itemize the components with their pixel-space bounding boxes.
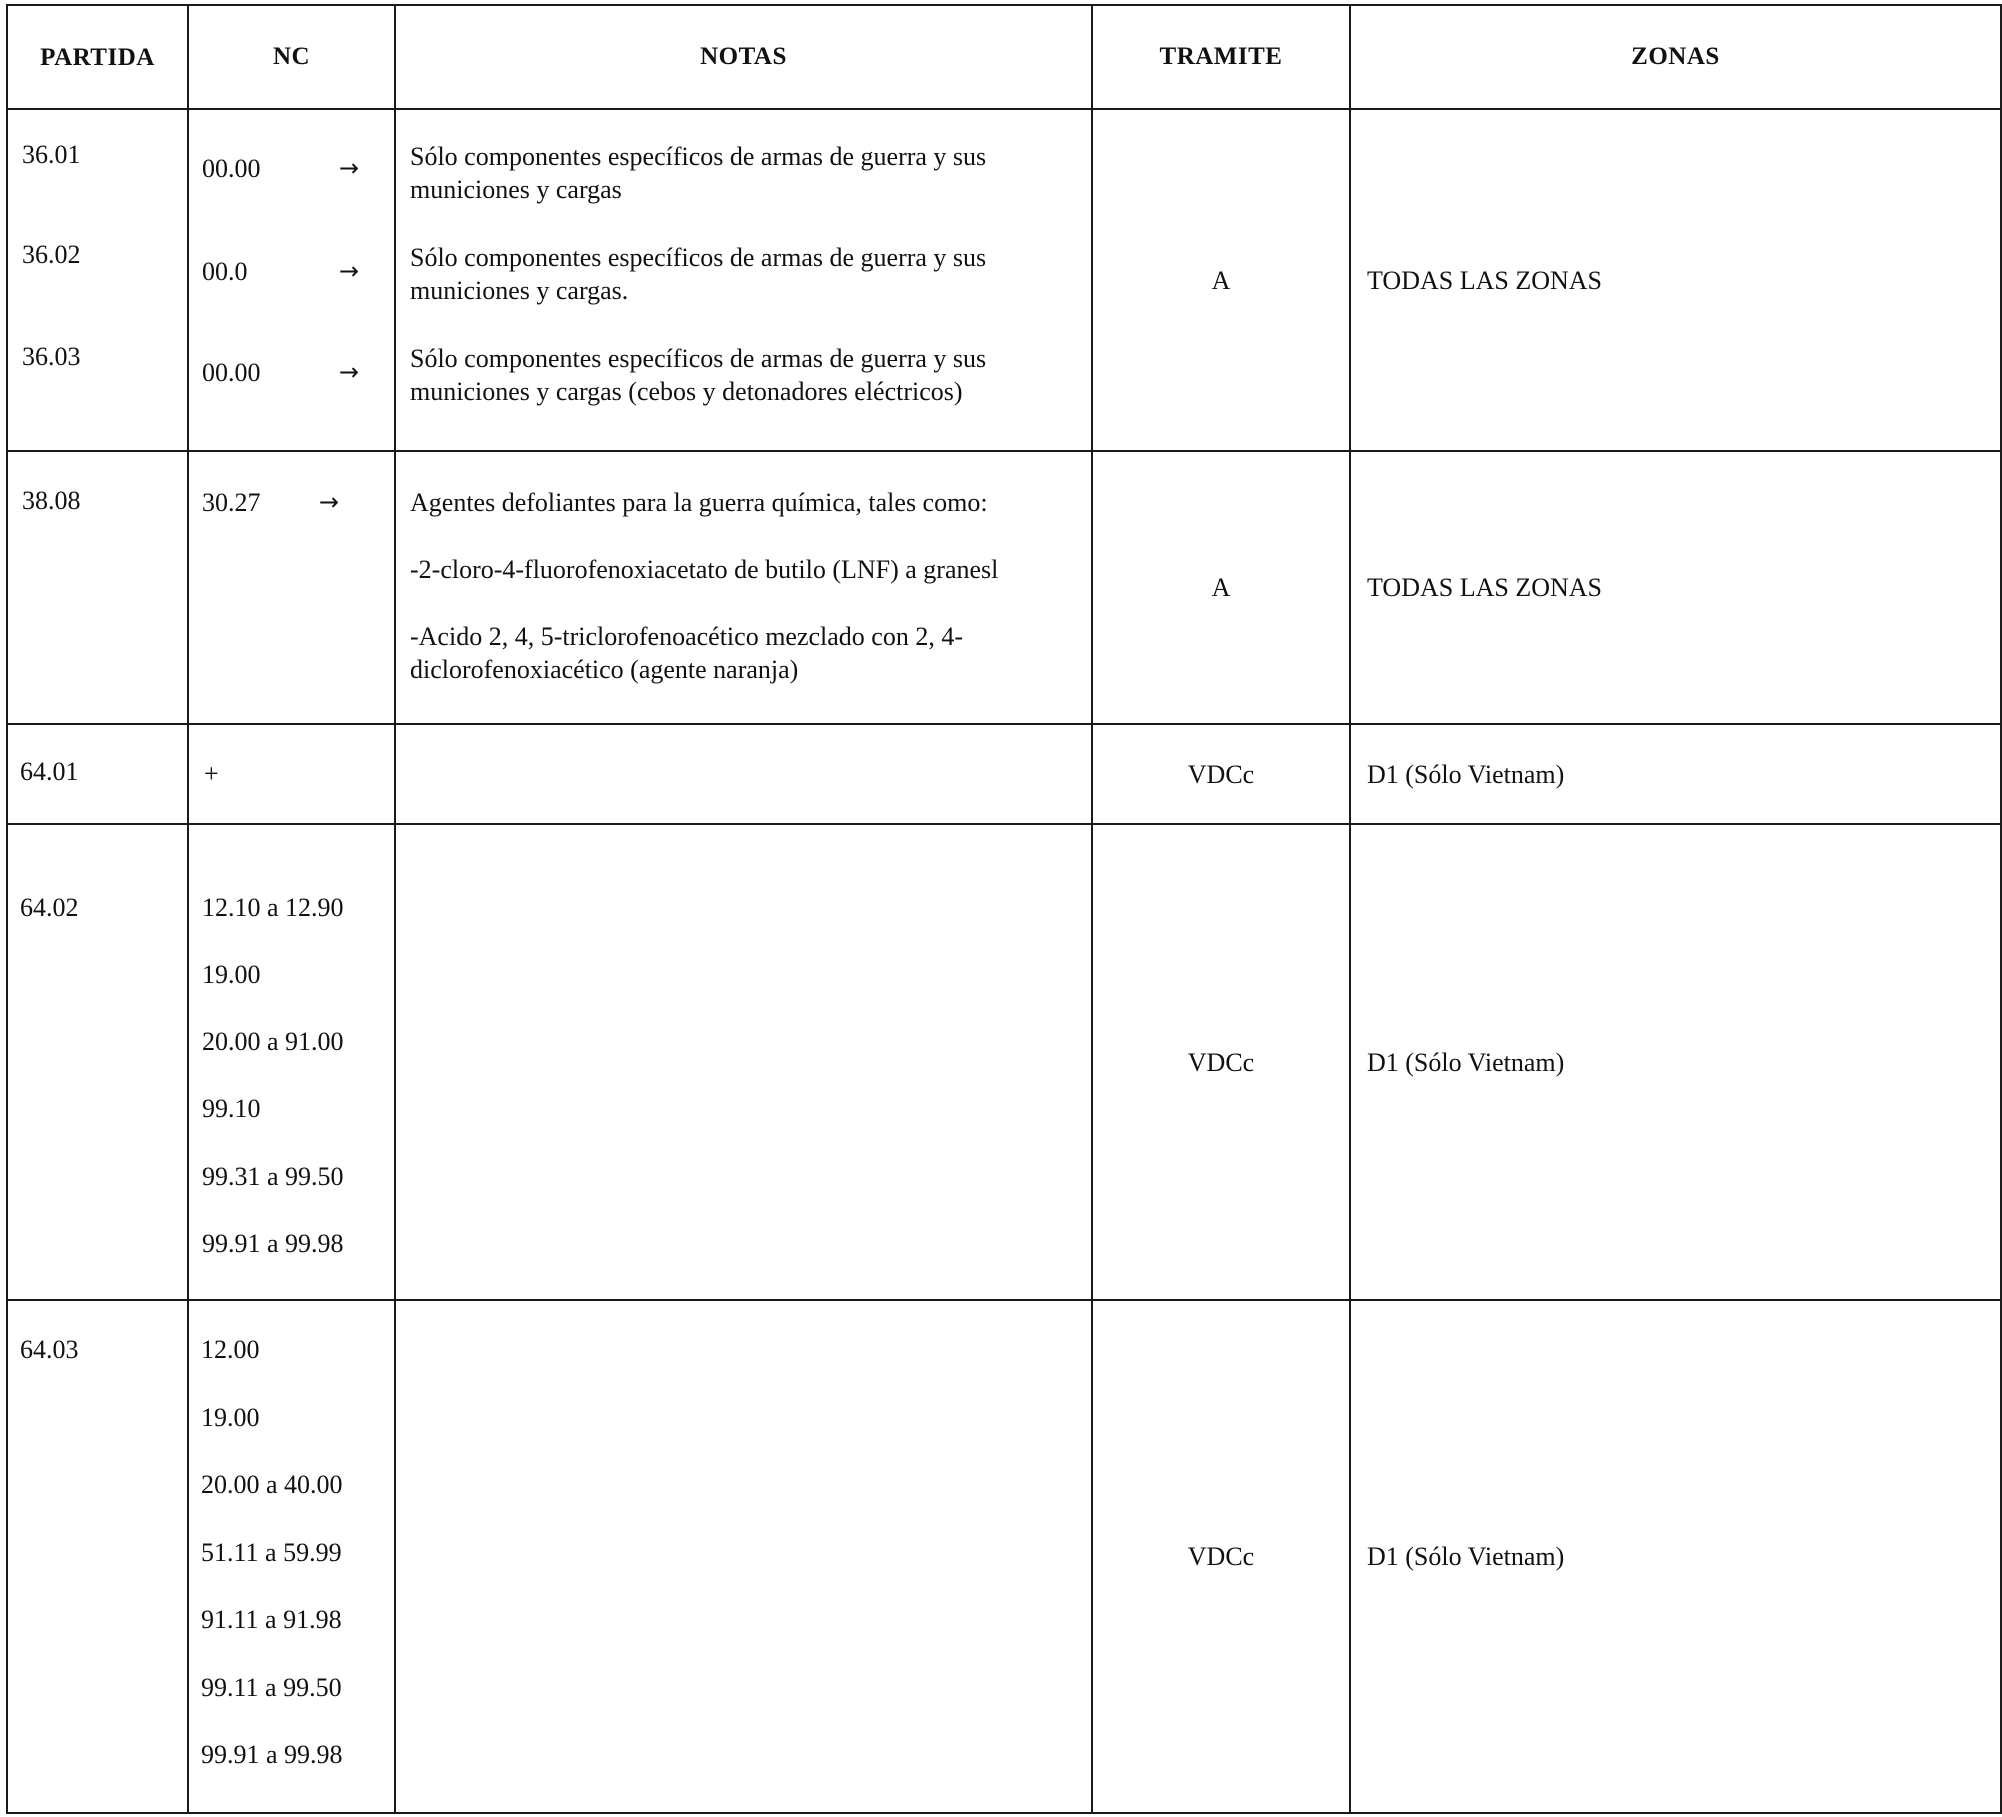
partida-cell [7, 724, 188, 824]
zonas-value: TODAS LAS ZONAS [1367, 573, 1602, 602]
nc-code: 99.91 a 99.98 [201, 1740, 343, 1769]
nc-line [204, 757, 379, 790]
nc-code: 99.11 a 99.50 [201, 1673, 342, 1702]
partida-code: 36.01 [22, 140, 81, 169]
nota-text: Sólo componentes específicos de armas de guerra y sus municiones y cargas [410, 142, 987, 204]
tramite-cell [1092, 451, 1350, 724]
nc-line [202, 486, 377, 519]
table-row [7, 1300, 2001, 1813]
nc-code: 51.11 a 59.99 [201, 1538, 342, 1567]
arrow-right-icon: → [318, 488, 339, 516]
tramite-value: A [1211, 573, 1231, 602]
nc-code: 19.00 [201, 1403, 260, 1432]
nc-line [202, 891, 377, 924]
zonas-cell [1350, 724, 2001, 824]
nc-line [202, 255, 377, 288]
table-row [7, 109, 2001, 451]
nc-line [201, 1401, 376, 1434]
table-header-row [7, 5, 2001, 109]
header-zonas: ZONAS [1350, 5, 2001, 109]
partida-cell [7, 109, 188, 451]
notas-cell [395, 451, 1092, 724]
nc-code: 99.31 a 99.50 [202, 1162, 344, 1191]
partida-code: 36.03 [22, 342, 81, 371]
header-nc: NC [188, 5, 395, 109]
arrow-right-icon: → [338, 358, 359, 386]
zonas-cell [1350, 824, 2001, 1300]
notas-cell [395, 1300, 1092, 1813]
nota-text: Agentes defoliantes para la guerra química, tales como: [410, 488, 988, 517]
nc-line [201, 1671, 376, 1704]
nc-line [202, 1227, 377, 1260]
partida-cell [7, 451, 188, 724]
nc-line [201, 1536, 376, 1569]
nc-line [202, 958, 377, 991]
nc-line [201, 1738, 376, 1771]
tariff-table [6, 4, 2002, 1814]
notas-cell [395, 824, 1092, 1300]
nc-code: 20.00 a 40.00 [201, 1470, 343, 1499]
nc-code: 19.00 [202, 960, 261, 989]
nota-text: -2-cloro-4-fluorofenoxiacetato de butilo (LNF) a granesl [410, 555, 999, 584]
nota-text: Sólo componentes específicos de armas de guerra y sus municiones y cargas (cebos y detonadores eléctricos) [410, 344, 987, 406]
nc-code: 91.11 a 91.98 [201, 1605, 342, 1634]
nc-line [201, 1603, 376, 1636]
table-row [7, 451, 2001, 724]
tramite-cell [1092, 824, 1350, 1300]
tramite-value: VDCc [1187, 1047, 1255, 1077]
nc-code: 20.00 a 91.00 [202, 1027, 344, 1056]
partida-code: 64.01 [20, 757, 79, 786]
nc-line [201, 1468, 376, 1501]
partida-code: 36.02 [22, 240, 81, 269]
nc-line [202, 356, 377, 389]
partida-code: 64.02 [20, 893, 79, 922]
nc-cell [188, 724, 395, 824]
tramite-cell [1092, 109, 1350, 451]
zonas-value: D1 (Sólo Vietnam) [1367, 1542, 1565, 1571]
tramite-value: A [1211, 265, 1231, 295]
nc-code: 12.10 a 12.90 [202, 893, 344, 922]
tramite-cell [1092, 724, 1350, 824]
table-row [7, 824, 2001, 1300]
partida-cell [7, 824, 188, 1300]
header-partida: PARTIDA [7, 5, 188, 109]
notas-cell [395, 109, 1092, 451]
zonas-cell [1350, 451, 2001, 724]
header-notas: NOTAS [395, 5, 1092, 109]
tramite-cell [1092, 1300, 1350, 1813]
partida-code: 64.03 [20, 1335, 79, 1364]
nc-cell [188, 451, 395, 724]
nc-line [201, 1333, 376, 1366]
nota-text: -Acido 2, 4, 5-triclorofenoacético mezclado con 2, 4-diclorofenoxiacético (agente naranja) [410, 622, 963, 684]
zonas-cell [1350, 1300, 2001, 1813]
nc-cell [188, 824, 395, 1300]
header-tramite: TRAMITE [1092, 5, 1350, 109]
nc-code: + [204, 759, 219, 788]
zonas-value: D1 (Sólo Vietnam) [1367, 759, 1565, 789]
partida-cell [7, 1300, 188, 1813]
nc-code: 00.00 [202, 154, 261, 183]
nc-code: 12.00 [201, 1335, 260, 1364]
nota-text: Sólo componentes específicos de armas de guerra y sus municiones y cargas. [410, 243, 987, 305]
zonas-value: TODAS LAS ZONAS [1367, 265, 1602, 295]
nc-code: 99.91 a 99.98 [202, 1229, 344, 1258]
nc-code: 99.10 [202, 1094, 261, 1123]
nc-line [202, 152, 377, 185]
nc-cell [188, 109, 395, 451]
zonas-value: D1 (Sólo Vietnam) [1367, 1047, 1565, 1077]
tariff-table-page [6, 4, 2000, 1812]
notas-cell [395, 724, 1092, 824]
nc-line [202, 1092, 377, 1125]
nc-cell [188, 1300, 395, 1813]
nc-code: 00.0 [202, 257, 248, 286]
arrow-right-icon: → [338, 154, 359, 182]
nc-line [202, 1025, 377, 1058]
zonas-cell [1350, 109, 2001, 451]
table-row [7, 724, 2001, 824]
nc-code: 00.00 [202, 358, 261, 387]
tramite-value: VDCc [1187, 1542, 1255, 1571]
partida-code: 38.08 [22, 486, 81, 515]
arrow-right-icon: → [338, 257, 359, 285]
nc-code: 30.27 [202, 488, 261, 517]
nc-line [202, 1160, 377, 1193]
tramite-value: VDCc [1187, 759, 1255, 789]
